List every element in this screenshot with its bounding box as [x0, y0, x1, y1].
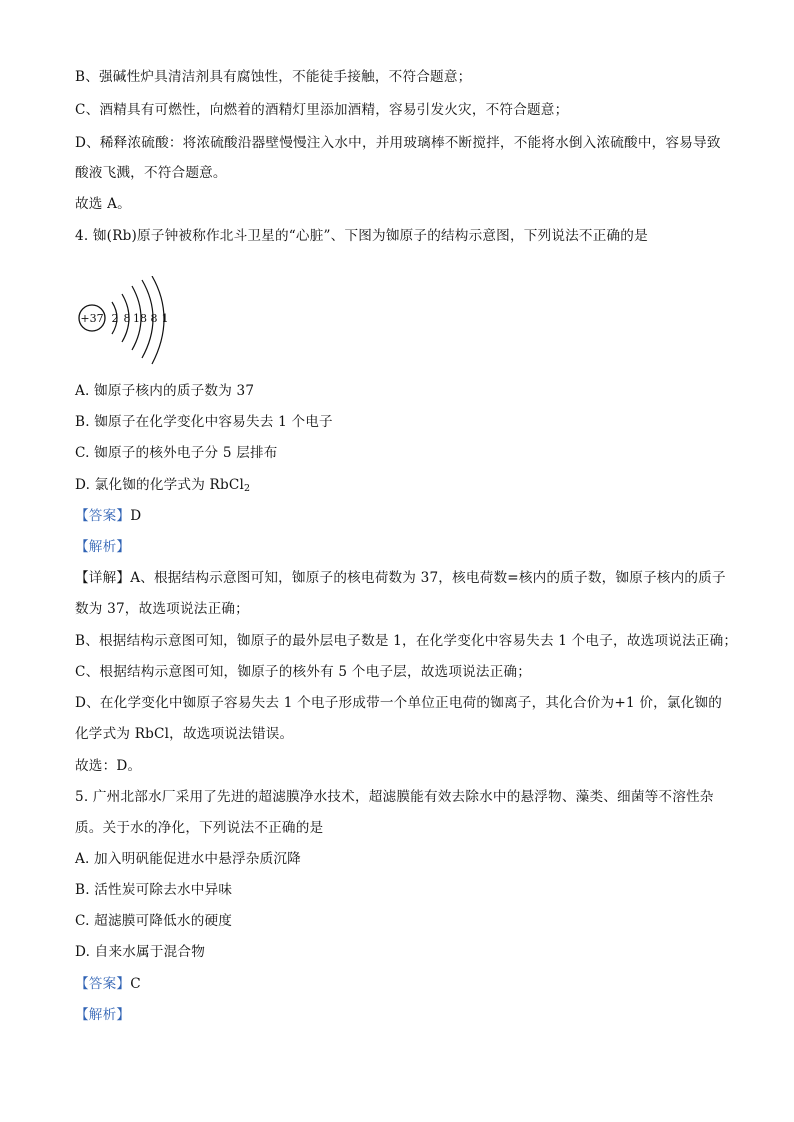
rubidium-atom-structure-diagram — [70, 276, 180, 376]
analysis-bracket-open: 【 — [75, 1007, 89, 1023]
answer-tag: 答案 — [88, 976, 117, 992]
detail-bracket-close: 】 — [116, 570, 131, 586]
option-d-text: D. 氯化铷的化学式为 RbCl — [75, 477, 245, 493]
analysis-tag: 解析 — [88, 539, 117, 555]
question-4-detail-line: 化学式为 RbCl，故选项说法错误。 — [75, 726, 294, 742]
analysis-tag: 解析 — [88, 1007, 117, 1023]
question-4-detail-line: 故选：D。 — [75, 758, 142, 774]
question-5-option-a: A. 加入明矾能促进水中悬浮杂质沉降 — [75, 851, 301, 867]
question-4-answer — [75, 507, 141, 525]
answer-tag: 答案 — [88, 508, 117, 524]
question-4-detail-line: 数为 37，故选项说法正确； — [75, 601, 249, 617]
question-4-stem: 4. 铷(Rb)原子钟被称作北斗卫星的“心脏”、下图为铷原子的结构示意图，下列说法不正确的是 — [75, 228, 648, 244]
paragraph: D、稀释浓硫酸：将浓硫酸沿器壁慢慢注入水中，并用玻璃棒不断搅拌，不能将水倒入浓硫酸中，容易导致 — [75, 135, 721, 151]
nucleus-charge: +37 — [80, 312, 104, 325]
question-4-detail-line: B、根据结构示意图可知，铷原子的最外层电子数是 1，在化学变化中容易失去 1 个电子，故选项说法正确； — [75, 633, 738, 649]
shell-electron-count: 18 — [133, 312, 147, 325]
analysis-bracket-close: 】 — [116, 539, 131, 555]
question-5-stem: 质。关于水的净化，下列说法不正确的是 — [75, 820, 324, 836]
question-5-option-b: B. 活性炭可除去水中异味 — [75, 882, 233, 898]
answer-bracket-open: 【 — [75, 976, 89, 992]
question-5-option-c: C. 超滤膜可降低水的硬度 — [75, 913, 233, 929]
answer-value: C — [130, 976, 141, 992]
shell-electron-count: 8 — [150, 312, 158, 325]
shell-electron-count: 8 — [123, 312, 131, 325]
shell-electron-count: 2 — [111, 312, 119, 325]
analysis-bracket-open: 【 — [75, 539, 89, 555]
question-4-option-c: C. 铷原子的核外电子分 5 层排布 — [75, 445, 278, 461]
answer-bracket-close: 】 — [116, 976, 131, 992]
detail-text: A、根据结构示意图可知，铷原子的核电荷数为 37，核电荷数=核内的质子数，铷原子核内的质子 — [130, 570, 726, 586]
question-5-answer — [75, 975, 141, 993]
question-4-detail-line: C、根据结构示意图可知，铷原子的核外有 5 个电子层，故选项说法正确； — [75, 664, 532, 680]
answer-bracket-close: 】 — [116, 508, 131, 524]
analysis-bracket-close: 】 — [116, 1007, 131, 1023]
paragraph: C、酒精具有可燃性，向燃着的酒精灯里添加酒精，容易引发火灾，不符合题意； — [75, 102, 569, 118]
question-4-analysis — [75, 538, 130, 556]
question-4-option-d — [75, 476, 250, 494]
option-d-subscript: 2 — [244, 483, 251, 494]
shell-electron-count: 1 — [161, 312, 169, 325]
answer-value: D — [130, 508, 142, 524]
question-4-option-a: A. 铷原子核内的质子数为 37 — [75, 383, 255, 399]
question-4-detail-line — [75, 569, 726, 587]
paragraph: B、强碱性炉具清洁剂具有腐蚀性，不能徒手接触，不符合题意； — [75, 69, 472, 85]
detail-tag: 详解 — [88, 570, 117, 586]
paragraph: 酸液飞溅，不符合题意。 — [75, 165, 227, 181]
detail-bracket-open: 【 — [75, 570, 89, 586]
answer-bracket-open: 【 — [75, 508, 89, 524]
question-5-option-d: D. 自来水属于混合物 — [75, 944, 206, 960]
paragraph: 故选 A。 — [75, 196, 131, 212]
question-5-stem: 5. 广州北部水厂采用了先进的超滤膜净水技术，超滤膜能有效去除水中的悬浮物、藻类、细菌等不溶性杂 — [75, 789, 714, 805]
question-5-analysis — [75, 1006, 130, 1024]
question-4-option-b: B. 铷原子在化学变化中容易失去 1 个电子 — [75, 414, 333, 430]
question-4-detail-line: D、在化学变化中铷原子容易失去 1 个电子形成带一个单位正电荷的铷离子，其化合价为+1 价，氯化铷的 — [75, 695, 723, 711]
